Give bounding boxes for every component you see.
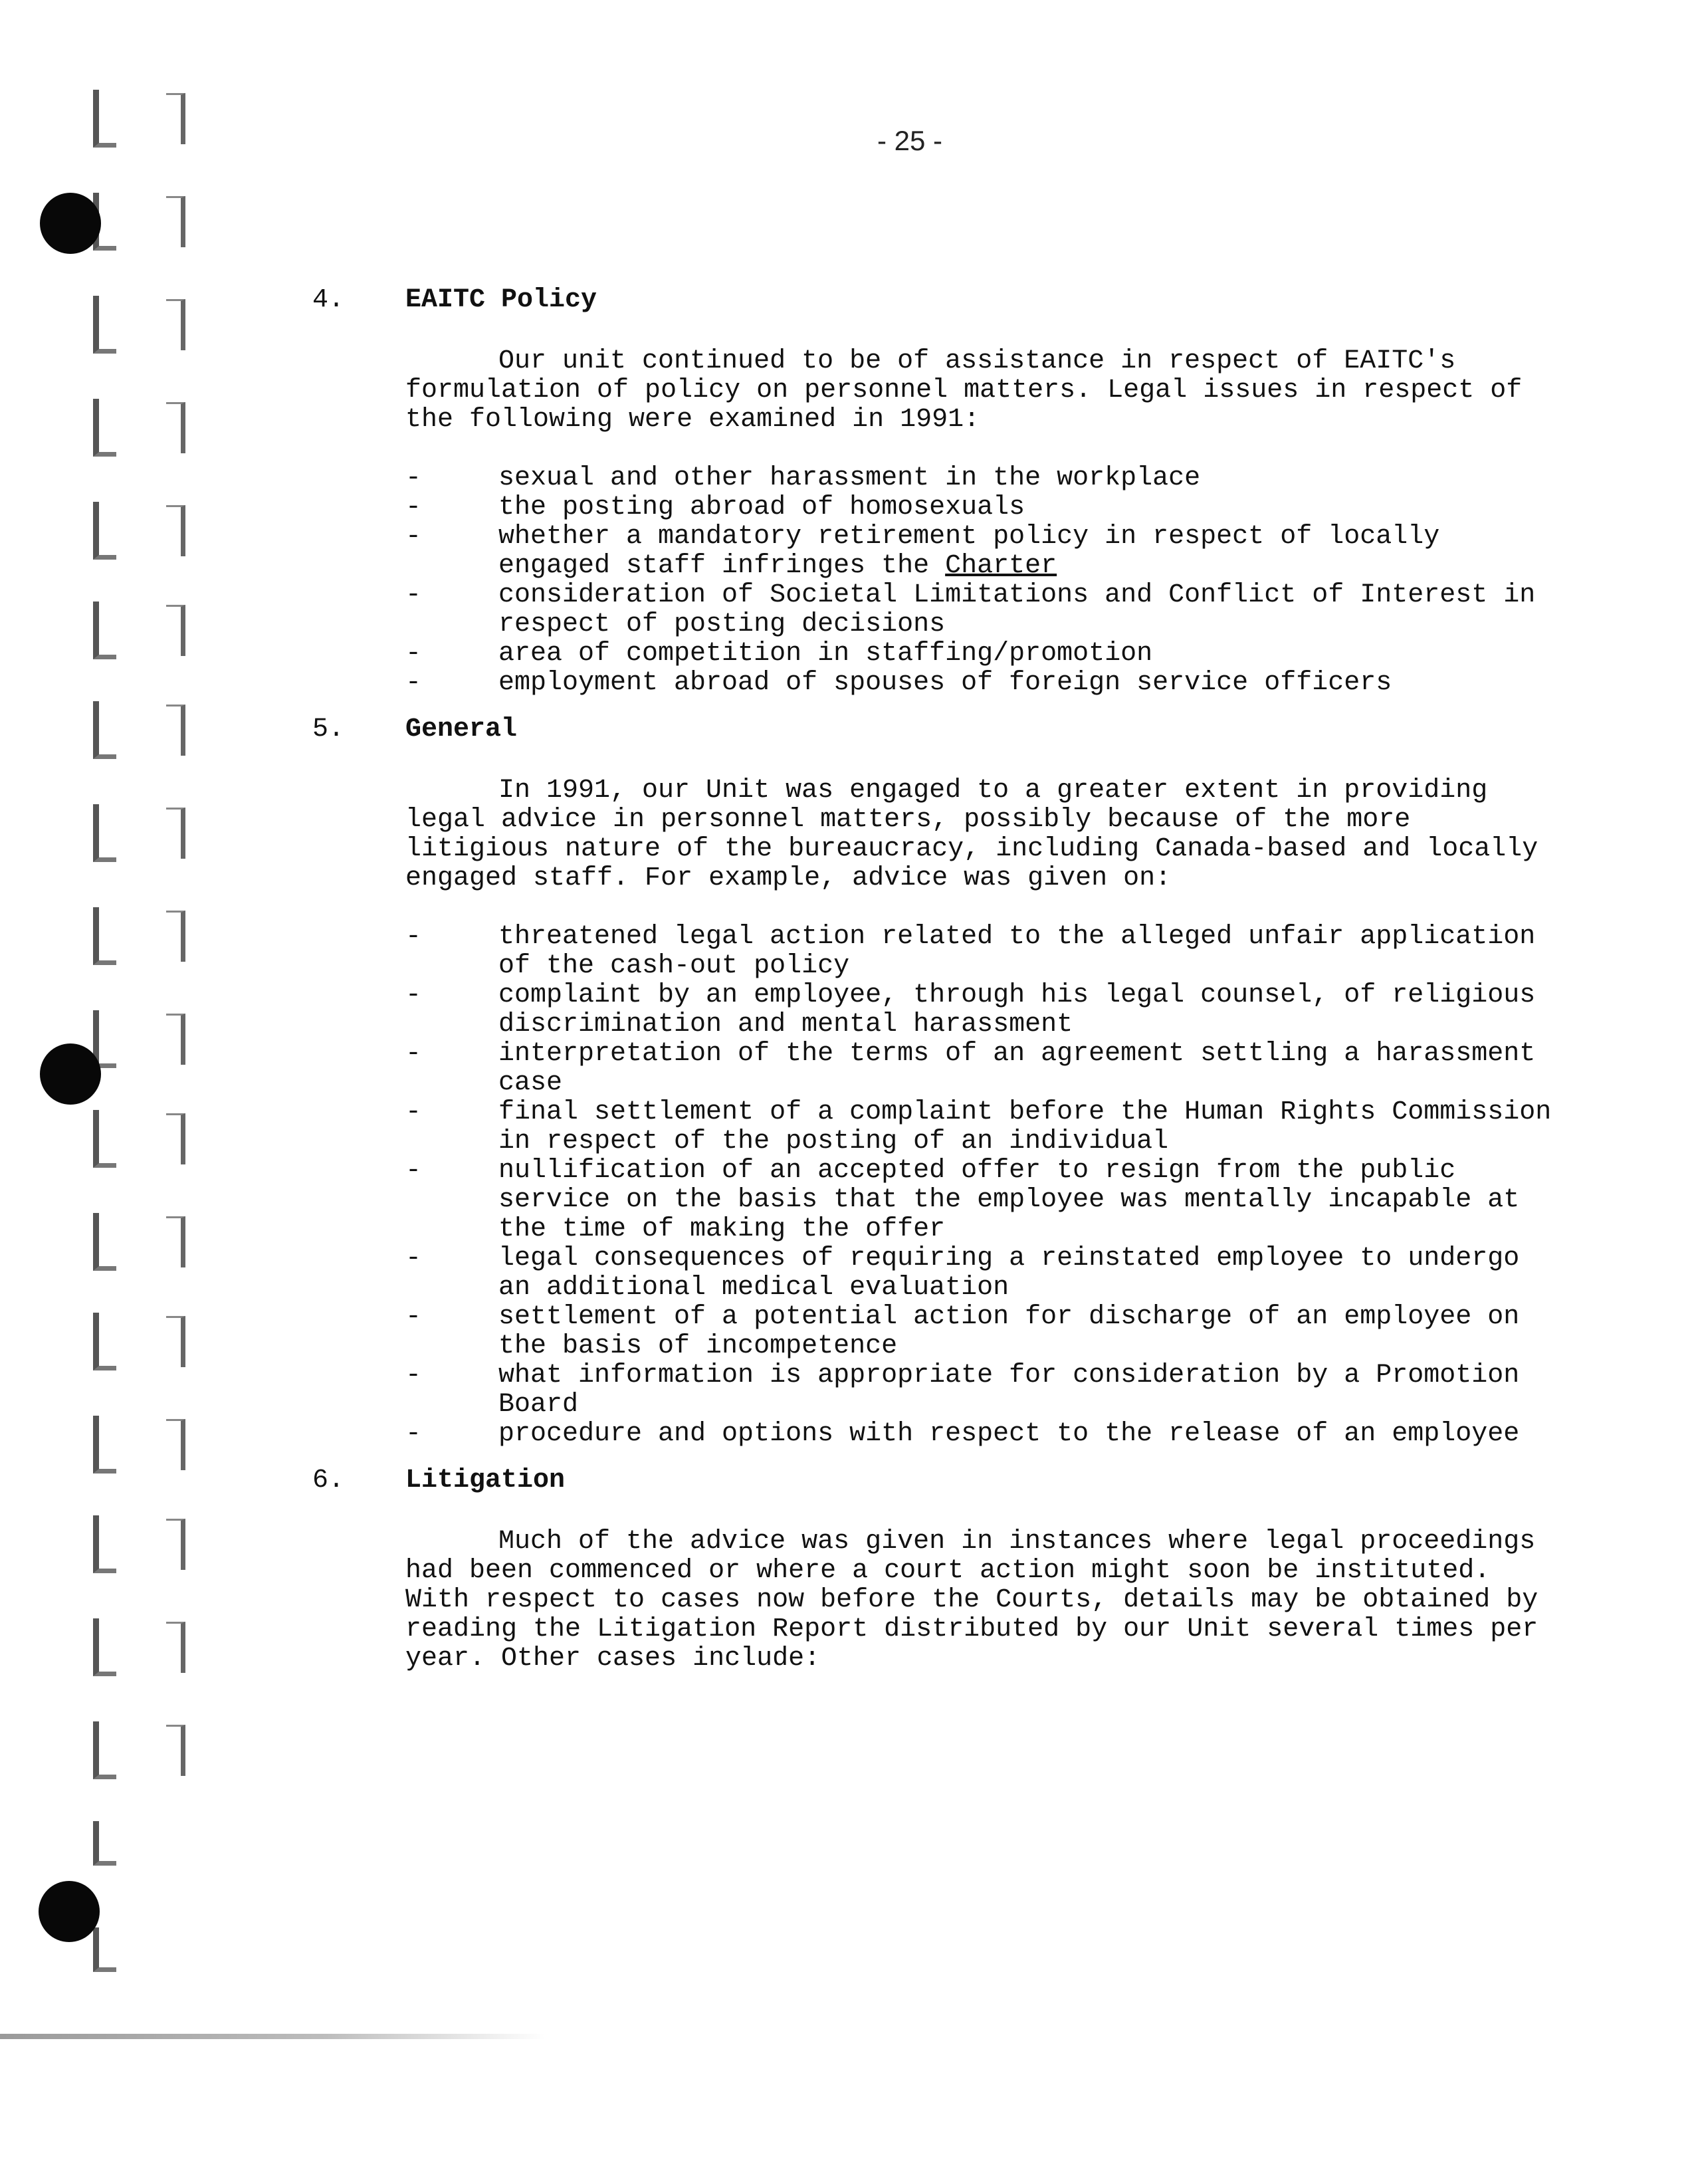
bullet-marker: - <box>405 1361 422 1390</box>
section-title: EAITC Policy <box>405 285 597 315</box>
binder-bracket <box>166 93 185 144</box>
list-item <box>405 1039 1562 1098</box>
list-item <box>405 1420 1562 1449</box>
section-general <box>312 715 1628 1466</box>
binder-bracket <box>93 1618 116 1676</box>
binder-bracket <box>166 196 185 247</box>
binder-bracket <box>93 601 116 659</box>
binder-bracket <box>93 1515 116 1573</box>
list-item-text: employment abroad of spouses of foreign service officers <box>498 668 1392 698</box>
binder-bracket <box>93 1821 116 1866</box>
binder-bracket <box>93 502 116 560</box>
binder-bracket <box>93 399 116 457</box>
list-item-text: procedure and options with respect to the release of an employee <box>498 1419 1520 1449</box>
bullet-marker: - <box>405 1244 422 1273</box>
binder-bracket <box>166 505 185 556</box>
list-item-text: final settlement of a complaint before the Human Rights Commission in respect of the posting of an individual <box>498 1097 1552 1156</box>
list-item <box>405 981 1562 1039</box>
section-title: Litigation <box>405 1466 566 1495</box>
bullet-list <box>405 923 1562 1449</box>
binder-bracket <box>93 90 116 148</box>
list-item <box>405 639 1562 669</box>
scan-edge-line <box>0 2034 545 2039</box>
bullet-marker: - <box>405 1039 422 1069</box>
binder-bracket <box>93 1213 116 1271</box>
bullet-marker: - <box>405 522 422 552</box>
section-number: 4. <box>312 285 345 315</box>
list-item-text <box>498 522 1562 581</box>
binder-bracket <box>166 705 185 756</box>
section-number: 6. <box>312 1466 345 1495</box>
punch-hole <box>39 1881 100 1942</box>
bullet-marker: - <box>405 580 422 610</box>
binder-bracket <box>166 911 185 962</box>
list-item-text: consideration of Societal Limitations and Conflict of Interest in respect of posting decisions <box>498 580 1536 639</box>
binder-bracket <box>166 1519 185 1570</box>
list-item <box>405 1098 1562 1156</box>
section-paragraph: In 1991, our Unit was engaged to a greater extent in providing legal advice in personnel matters, possibly because of the more litigious nature of the bureaucracy, including Canada-based and locally engaged staff. For example, advice was given on: <box>405 776 1538 893</box>
underlined-term: Charter <box>945 551 1057 581</box>
binder-bracket <box>166 1316 185 1367</box>
binder-bracket <box>93 1927 116 1972</box>
list-item-text: sexual and other harassment in the workplace <box>498 463 1201 493</box>
list-item <box>405 1361 1562 1420</box>
list-item-text: nullification of an accepted offer to resign from the public service on the basis that the employee was mentally incapable at the time of making the offer <box>498 1156 1520 1244</box>
section-eaitc-policy <box>312 286 1628 715</box>
bullet-marker: - <box>405 1302 422 1332</box>
section-paragraph: Much of the advice was given in instances where legal proceedings had been commenced or where a court action might soon be instituted. With respect to cases now before the Courts, details may be obtained by reading the Litigation Report distributed by our Unit several times per year. Other cases include: <box>405 1527 1538 1674</box>
list-item <box>405 464 1562 493</box>
binder-bracket <box>93 804 116 862</box>
section-heading <box>312 715 1628 744</box>
binder-bracket <box>166 605 185 656</box>
list-item-text: threatened legal action related to the alleged unfair application of the cash-out policy <box>498 922 1536 981</box>
binder-bracket <box>93 296 116 354</box>
list-item-text: legal consequences of requiring a reinstated employee to undergo an additional medical evaluation <box>498 1244 1520 1303</box>
list-item <box>405 923 1562 981</box>
list-item-text-part: whether a mandatory retirement policy in respect of locally engaged staff infringes the <box>498 522 1440 581</box>
bullet-marker: - <box>405 463 422 493</box>
bullet-marker: - <box>405 492 422 522</box>
list-item <box>405 669 1562 698</box>
document-body <box>312 286 1628 1674</box>
list-item-text: the posting abroad of homosexuals <box>498 492 1025 522</box>
section-number: 5. <box>312 714 345 744</box>
bullet-list <box>405 464 1562 698</box>
list-item-text: interpretation of the terms of an agreement settling a harassment case <box>498 1039 1536 1098</box>
binder-bracket <box>166 1419 185 1470</box>
section-heading <box>312 286 1628 315</box>
list-item <box>405 493 1562 522</box>
binder-bracket <box>166 299 185 350</box>
list-item-text: area of competition in staffing/promotion <box>498 639 1153 669</box>
bullet-marker: - <box>405 668 422 698</box>
punch-hole <box>40 1043 101 1105</box>
list-item <box>405 581 1562 639</box>
section-litigation <box>312 1466 1628 1674</box>
binder-bracket <box>93 701 116 759</box>
list-item <box>405 1303 1562 1361</box>
list-item-text: what information is appropriate for consideration by a Promotion Board <box>498 1361 1520 1420</box>
list-item <box>405 1244 1562 1303</box>
bullet-marker: - <box>405 980 422 1010</box>
section-heading <box>312 1466 1628 1495</box>
binder-bracket <box>93 1416 116 1474</box>
binder-bracket <box>166 1113 185 1164</box>
bullet-marker: - <box>405 1097 422 1127</box>
list-item <box>405 522 1562 581</box>
binder-bracket <box>93 1721 116 1779</box>
bullet-marker: - <box>405 639 422 669</box>
list-item-text: settlement of a potential action for discharge of an employee on the basis of incompetence <box>498 1302 1520 1361</box>
binder-bracket <box>166 402 185 453</box>
section-paragraph: Our unit continued to be of assistance in respect of EAITC's formulation of policy on personnel matters. Legal issues in respect of the following were examined in 1991: <box>405 346 1523 435</box>
section-title: General <box>405 714 518 744</box>
binder-bracket <box>166 1014 185 1065</box>
binder-bracket <box>166 1216 185 1267</box>
bullet-marker: - <box>405 922 422 952</box>
binder-bracket <box>166 808 185 859</box>
binder-bracket <box>93 907 116 965</box>
binder-bracket <box>166 1622 185 1673</box>
binder-margin <box>0 0 213 2184</box>
bullet-marker: - <box>405 1156 422 1186</box>
punch-hole <box>40 193 101 254</box>
page-number: - 25 - <box>877 125 943 156</box>
list-item <box>405 1156 1562 1244</box>
binder-bracket <box>166 1725 185 1776</box>
list-item-text: complaint by an employee, through his legal counsel, of religious discrimination and mental harassment <box>498 980 1536 1039</box>
bullet-marker: - <box>405 1419 422 1449</box>
binder-bracket <box>93 1313 116 1370</box>
binder-bracket <box>93 1110 116 1168</box>
